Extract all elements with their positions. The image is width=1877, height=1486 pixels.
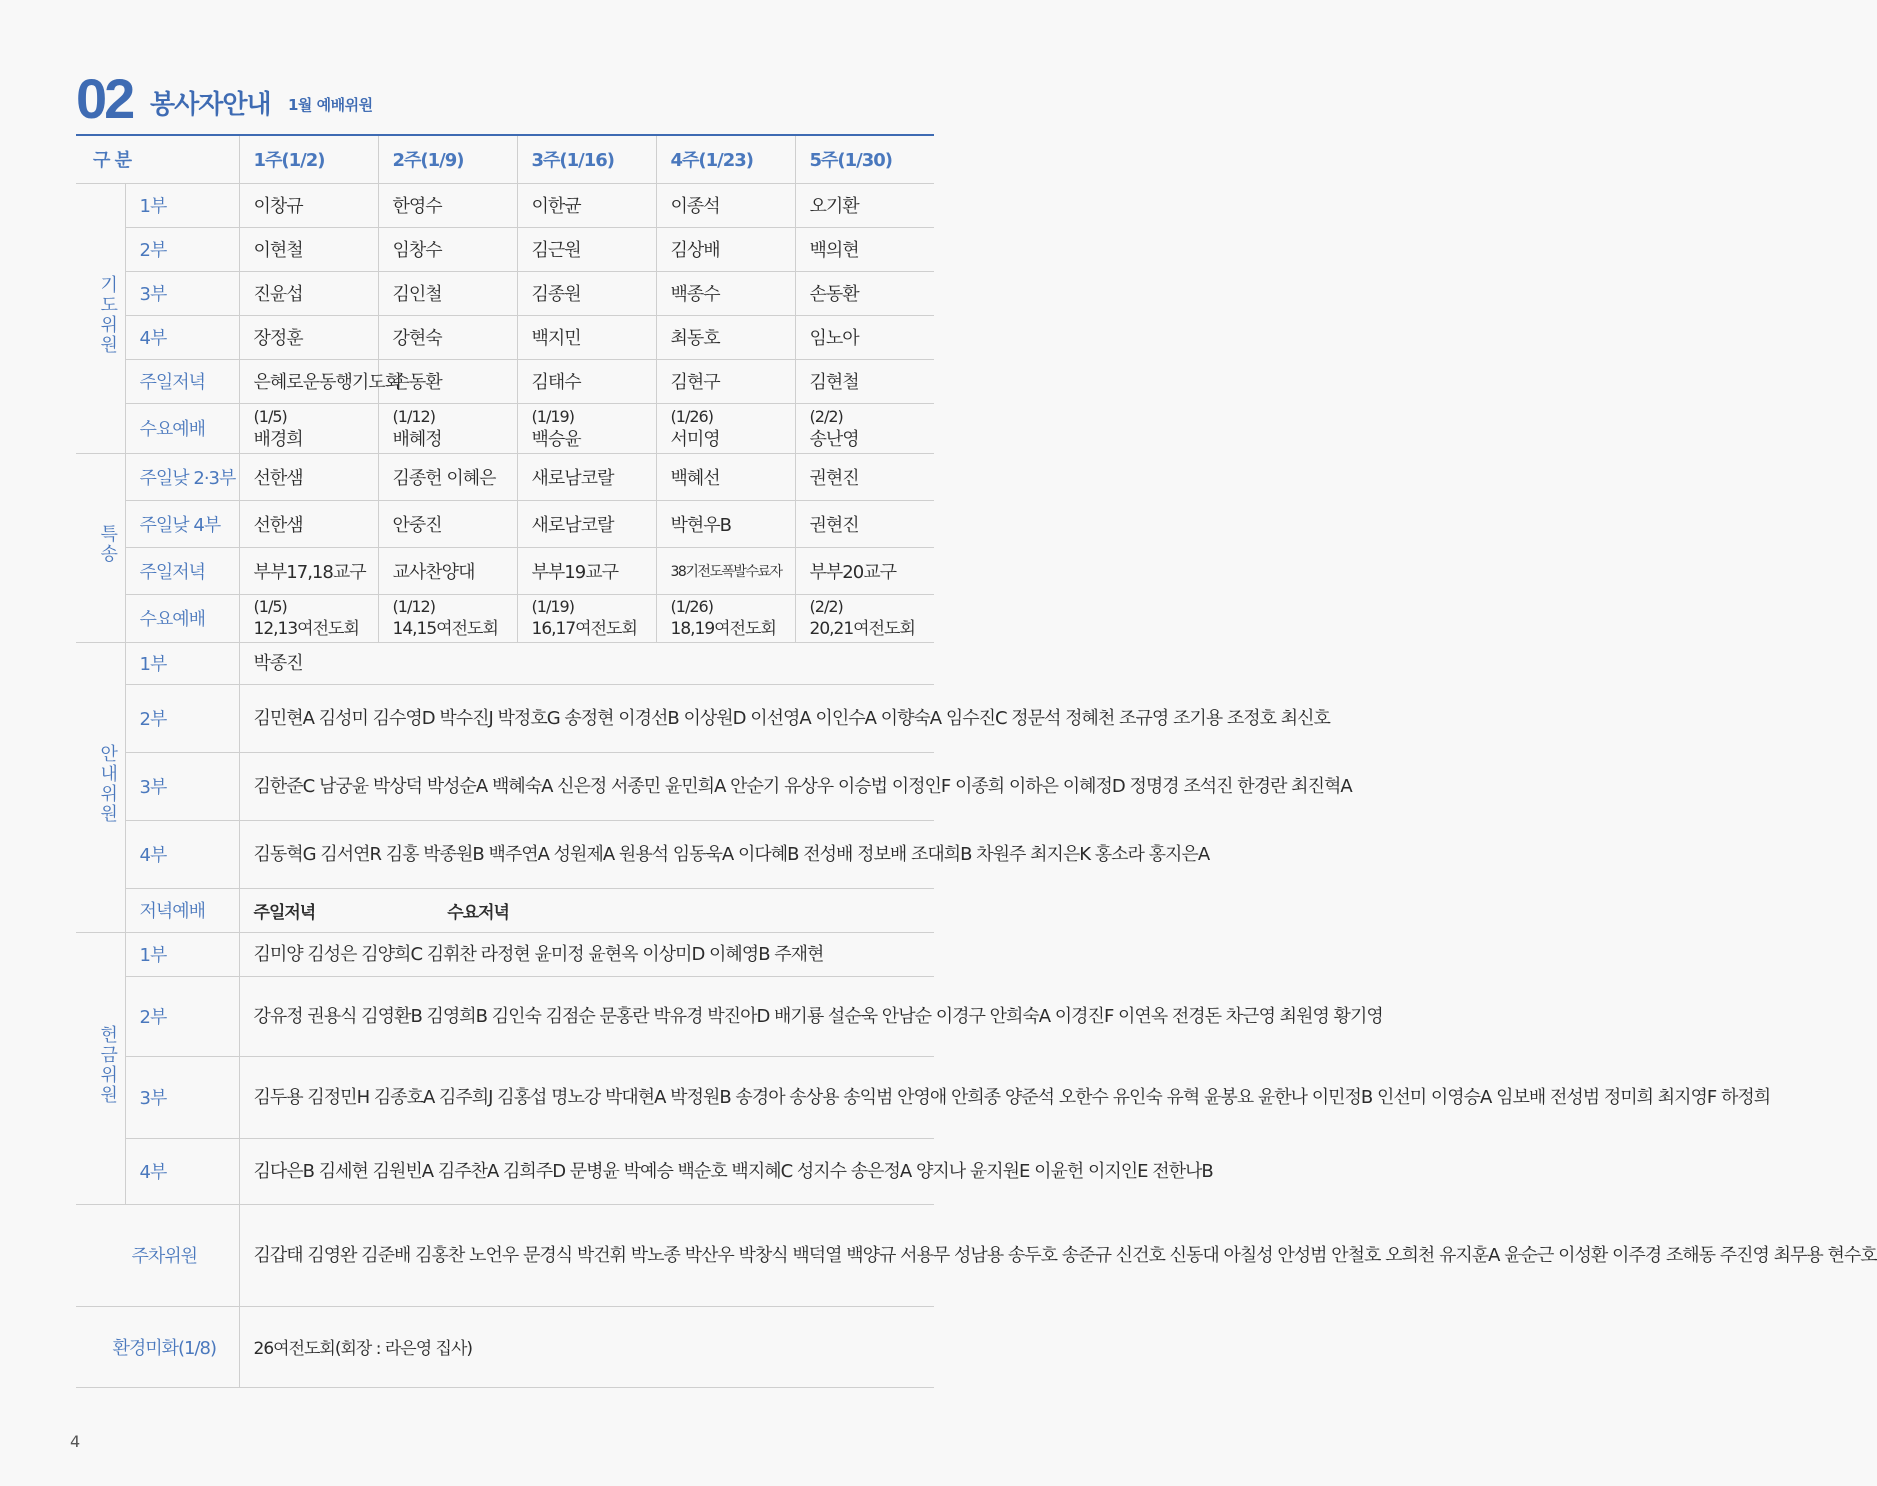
row-label: 수요예배 bbox=[125, 594, 239, 642]
table-cell: 26여전도회(회장 : 라은영 집사) bbox=[239, 1306, 934, 1387]
table-cell: 김두용 김정민H 김종호A 김주희J 김홍섭 명노강 박대현A 박정원B 송경아 송상용 송익범 안영애 안희종 양준석 오한수 유인숙 유혁 윤봉요 윤한나 이민정B 인선미 이영승A 임보배 전성범 정미희 최지영F 하정희 bbox=[239, 1056, 934, 1138]
table-cell: 백혜선 bbox=[656, 453, 795, 500]
table-row bbox=[76, 315, 934, 359]
row-label: 2부 bbox=[125, 976, 239, 1056]
row-label: 2부 bbox=[125, 684, 239, 752]
row-label: 주일저녁 bbox=[125, 359, 239, 403]
table-cell: 강현숙 bbox=[378, 315, 517, 359]
table-row bbox=[76, 752, 934, 820]
week-header: 2주(1/9) bbox=[378, 136, 517, 183]
table-cell: (1/19) 16,17여전도회 bbox=[517, 594, 656, 642]
table-cell: 권현진 bbox=[795, 453, 934, 500]
table-cell: 박종진 bbox=[239, 642, 934, 684]
row-label: 4부 bbox=[125, 315, 239, 359]
table-row bbox=[76, 403, 934, 453]
week-header: 1주(1/2) bbox=[239, 136, 378, 183]
table-cell: 새로남코랄 bbox=[517, 500, 656, 547]
table-row bbox=[76, 183, 934, 227]
row-label: 3부 bbox=[125, 271, 239, 315]
row-label: 1부 bbox=[125, 183, 239, 227]
table-cell: 새로남코랄 bbox=[517, 453, 656, 500]
table-row bbox=[76, 1056, 934, 1138]
table-cell: (1/5) 12,13여전도회 bbox=[239, 594, 378, 642]
row-label: 2부 bbox=[125, 227, 239, 271]
table-cell: 손동환 bbox=[795, 271, 934, 315]
table-row bbox=[76, 547, 934, 594]
section-header bbox=[76, 67, 934, 132]
table-cell: 임창수 bbox=[378, 227, 517, 271]
evening-sunday: 주일저녁 bbox=[253, 902, 316, 923]
table-cell: 김민현A 김성미 김수영D 박수진J 박정호G 송정현 이경선B 이상원D 이선영A 이인수A 이향숙A 임수진C 정문석 정혜천 조규영 조기용 조정호 최신호 bbox=[239, 684, 934, 752]
table-cell: 백지민 bbox=[517, 315, 656, 359]
table-cell: 김현철 bbox=[795, 359, 934, 403]
table-cell: 오기환 bbox=[795, 183, 934, 227]
table-cell: (1/12) 배혜정 bbox=[378, 403, 517, 453]
volunteer-table bbox=[76, 136, 1877, 1388]
category-header: 구 분 bbox=[76, 136, 239, 183]
table-cell: 김미양 김성은 김양희C 김휘찬 라정현 윤미정 윤현옥 이상미D 이혜영B 주재현 bbox=[239, 932, 934, 976]
week-header: 5주(1/30) bbox=[795, 136, 934, 183]
table-cell: 백의현 bbox=[795, 227, 934, 271]
section-title: 봉사자안내 bbox=[150, 90, 271, 120]
table-cell: 김상배 bbox=[656, 227, 795, 271]
environment-label: 환경미화(1/8) bbox=[76, 1306, 239, 1387]
table-cell: (1/5) 배경희 bbox=[239, 403, 378, 453]
table-cell: 김한준C 남궁윤 박상덕 박성순A 백혜숙A 신은정 서종민 윤민희A 안순기 유상우 이승법 이정인F 이종희 이하은 이혜정D 정명경 조석진 한경란 최진혁A bbox=[239, 752, 934, 820]
row-label: 4부 bbox=[125, 820, 239, 888]
table-cell: 은혜로운동행기도회 bbox=[239, 359, 378, 403]
group-label-guide: 안내위원 bbox=[76, 642, 125, 932]
table-cell: 김다은B 김세현 김원빈A 김주찬A 김희주D 문병윤 박예승 백순호 백지혜C 성지수 송은정A 양지나 윤지원E 이윤헌 이지인E 전한나B bbox=[239, 1138, 934, 1204]
table-cell bbox=[239, 888, 934, 932]
group-label-prayer: 기도위원 bbox=[76, 183, 125, 453]
table-row bbox=[76, 594, 934, 642]
page-number: 4 bbox=[70, 1432, 81, 1451]
table-cell: 이한균 bbox=[517, 183, 656, 227]
row-label: 4부 bbox=[125, 1138, 239, 1204]
table-cell: 이창규 bbox=[239, 183, 378, 227]
table-cell: 진윤섭 bbox=[239, 271, 378, 315]
row-label: 1부 bbox=[125, 932, 239, 976]
table-cell: (1/19) 백승윤 bbox=[517, 403, 656, 453]
table-cell: (2/2) 송난영 bbox=[795, 403, 934, 453]
table-cell: 선한샘 bbox=[239, 453, 378, 500]
table-cell: 임노아 bbox=[795, 315, 934, 359]
row-label: 저녁예배 bbox=[125, 888, 239, 932]
table-cell: 이현철 bbox=[239, 227, 378, 271]
group-label-offering: 헌금위원 bbox=[76, 932, 125, 1204]
row-label: 1부 bbox=[125, 642, 239, 684]
table-cell: 백종수 bbox=[656, 271, 795, 315]
table-cell: (1/26) 18,19여전도회 bbox=[656, 594, 795, 642]
table-cell: 김인철 bbox=[378, 271, 517, 315]
table-cell: 부부20교구 bbox=[795, 547, 934, 594]
row-label: 주일저녁 bbox=[125, 547, 239, 594]
table-cell: 38기전도폭발수료자 bbox=[656, 547, 795, 594]
section-subtitle: 1월 예배위원 bbox=[288, 96, 373, 114]
table-row bbox=[76, 1306, 934, 1387]
table-cell: 부부19교구 bbox=[517, 547, 656, 594]
table-cell: 김동혁G 김서연R 김홍 박종원B 백주연A 성원제A 원용석 임동욱A 이다혜B 전성배 정보배 조대희B 차원주 최지은K 홍소라 홍지은A bbox=[239, 820, 934, 888]
table-cell: 김태수 bbox=[517, 359, 656, 403]
table-cell: (1/12) 14,15여전도회 bbox=[378, 594, 517, 642]
table-cell: (1/26) 서미영 bbox=[656, 403, 795, 453]
table-cell: 선한샘 bbox=[239, 500, 378, 547]
week-header: 4주(1/23) bbox=[656, 136, 795, 183]
table-header-row bbox=[76, 136, 934, 183]
evening-wednesday: 수요저녁 bbox=[447, 902, 509, 923]
table-row bbox=[76, 1138, 934, 1204]
group-label-special: 특송 bbox=[76, 453, 125, 642]
table-row bbox=[76, 1204, 934, 1306]
table-row bbox=[76, 642, 934, 684]
table-row bbox=[76, 359, 934, 403]
table-cell: 장정훈 bbox=[239, 315, 378, 359]
row-label: 3부 bbox=[125, 1056, 239, 1138]
table-cell: 최동호 bbox=[656, 315, 795, 359]
table-row bbox=[76, 932, 934, 976]
week-header: 3주(1/16) bbox=[517, 136, 656, 183]
table-row bbox=[76, 976, 934, 1056]
row-label: 주일낮 4부 bbox=[125, 500, 239, 547]
table-cell: 한영수 bbox=[378, 183, 517, 227]
table-row bbox=[76, 888, 934, 932]
parking-label: 주차위원 bbox=[76, 1204, 239, 1306]
table-cell: 교사찬양대 bbox=[378, 547, 517, 594]
table-cell: 손동환 bbox=[378, 359, 517, 403]
row-label: 3부 bbox=[125, 752, 239, 820]
row-label: 수요예배 bbox=[125, 403, 239, 453]
table-cell: 권현진 bbox=[795, 500, 934, 547]
table-row bbox=[76, 227, 934, 271]
section-number: 02 bbox=[76, 67, 133, 130]
table-cell: 이종석 bbox=[656, 183, 795, 227]
table-row bbox=[76, 684, 934, 752]
table-cell: (2/2) 20,21여전도회 bbox=[795, 594, 934, 642]
table-cell: 부부17,18교구 bbox=[239, 547, 378, 594]
row-label: 주일낮 2·3부 bbox=[125, 453, 239, 500]
table-row bbox=[76, 820, 934, 888]
table-cell: 김근원 bbox=[517, 227, 656, 271]
table-cell: 김종원 bbox=[517, 271, 656, 315]
table-row bbox=[76, 500, 934, 547]
table-row bbox=[76, 271, 934, 315]
table-cell: 강유정 권용식 김영환B 김영희B 김인숙 김점순 문홍란 박유경 박진아D 배기룡 설순욱 안남순 이경구 안희숙A 이경진F 이연옥 전경돈 차근영 최원영 황기영 bbox=[239, 976, 934, 1056]
table-cell: 김현구 bbox=[656, 359, 795, 403]
table-cell: 안중진 bbox=[378, 500, 517, 547]
table-row bbox=[76, 453, 934, 500]
table-cell: 김종헌 이혜은 bbox=[378, 453, 517, 500]
table-cell: 박현우B bbox=[656, 500, 795, 547]
table-cell: 김갑태 김영완 김준배 김홍찬 노언우 문경식 박건휘 박노종 박산우 박창식 백덕열 백양규 서용무 성남용 송두호 송준규 신건호 신동대 아칠성 안성범 안철호 오희천 유지훈A 윤순근 이성환 이주경 조해동 주진영 최무용 현수호 bbox=[239, 1204, 934, 1306]
